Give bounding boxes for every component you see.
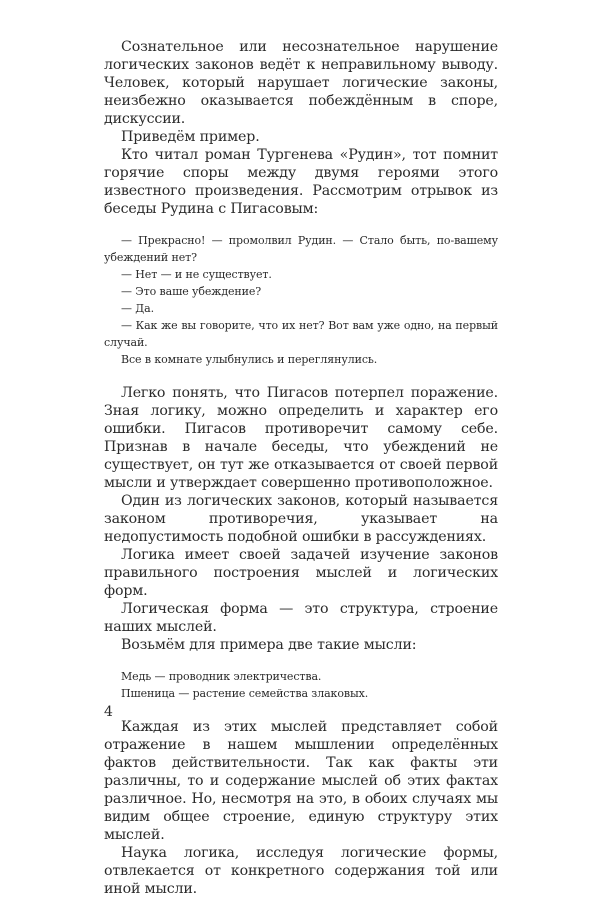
dialogue-line: — Нет — и не существует. [121, 268, 272, 281]
analysis-section [104, 384, 498, 654]
paragraph: Приведём пример. [121, 129, 260, 145]
paragraph: Каждая из этих мыслей представляет собой отражение в нашем мышлении определённых фактов действительности. Так как факты эти различны, то и содержание мыслей об этих фактах различное. Но, несмотря на это, в обоих случаях мы видим общее строение, единую структуру этих мыслей. [104, 719, 498, 843]
paragraph: Логическая форма — это структура, строение наших мыслей. [104, 601, 498, 635]
conclusion-section [104, 718, 498, 898]
dialogue-quote [104, 232, 498, 368]
paragraph: Кто читал роман Тургенева «Рудин», тот помнит горячие споры между двумя героями этого известного произведения. Рассмотрим отрывок из беседы Рудина с Пигасовым: [104, 147, 498, 217]
paragraph: Логика имеет своей задачей изучение законов правильного построения мыслей и логических форм. [104, 547, 498, 599]
dialogue-line: — Да. [121, 302, 154, 315]
example-line: Медь — проводник электричества. [121, 670, 322, 683]
paragraph: Наука логика, исследуя логические формы, отвлекается от конкретного содержания той или иной мысли. [104, 845, 498, 897]
paragraph: Возьмём для примера две такие мысли: [121, 637, 417, 653]
paragraph: Легко понять, что Пигасов потерпел поражение. Зная логику, можно определить и характер его ошибки. Пигасов противоречит самому себе. Признав в начале беседы, что убеждений не существует, он тут же отказывается от своей первой мысли и утверждает совершенно противоположное. [104, 385, 498, 491]
dialogue-line: Все в комнате улыбнулись и переглянулись. [121, 353, 378, 366]
paragraph: Сознательное или несознательное нарушение логических законов ведёт к неправильному выводу. Человек, который нарушает логические законы, неизбежно оказывается побеждённым в споре, дискуссии. [104, 39, 498, 127]
dialogue-line: — Прекрасно! — промолвил Рудин. — Стало быть, по-вашему убеждений нет? [104, 234, 498, 264]
dialogue-line: — Это ваше убеждение? [121, 285, 262, 298]
page-body [104, 38, 498, 898]
examples-quote [104, 668, 498, 702]
example-line: Пшеница — растение семейства злаковых. [121, 687, 369, 700]
dialogue-line: — Как же вы говорите, что их нет? Вот вам уже одно, на первый случай. [104, 319, 498, 349]
intro-section [104, 38, 498, 218]
paragraph: Один из логических законов, который называется законом противоречия, указывает на недопустимость подобной ошибки в рассуждениях. [104, 493, 498, 545]
page-number: 4 [104, 704, 113, 720]
